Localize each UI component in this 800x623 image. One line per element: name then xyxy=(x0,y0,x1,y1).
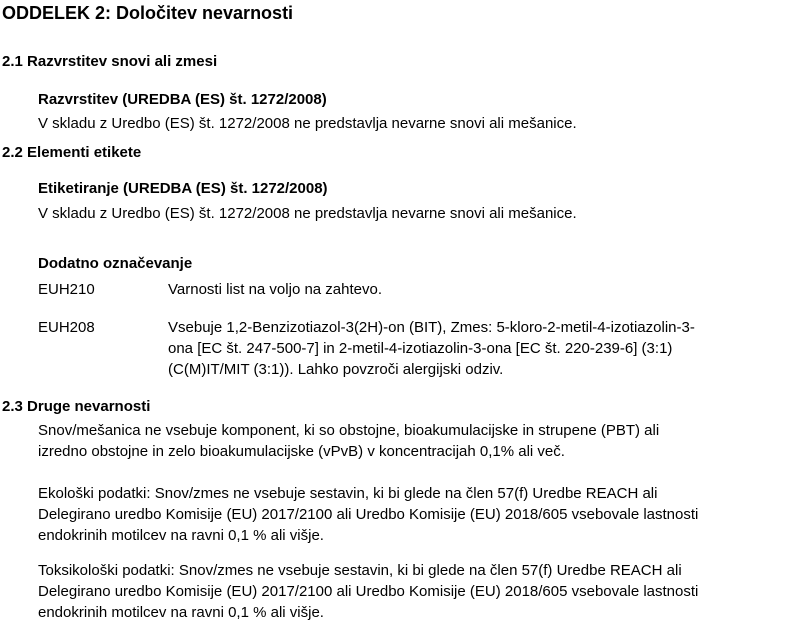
classification-title: Razvrstitev (UREDBA (ES) št. 1272/2008) xyxy=(38,91,327,108)
toxicological-information-paragraph: Toksikološki podatki: Snov/zmes ne vsebuje sestavin, ki bi glede na člen 57(f) Uredbe REACH ali Delegirano uredbo Komisije (EU) 2017/2100 ali Uredbo Komisije (EU) 2018/605 vsebovale lastnosti endokrinih motilcev na ravni 0,1 % ali višje. xyxy=(38,562,699,621)
supplemental-labelling-title: Dodatno označevanje xyxy=(38,255,193,272)
hazard-statement-text: Vsebuje 1,2-Benzizotiazol-3(2H)-on (BIT), Zmes: 5-kloro-2-metil-4-izotiazolin-3- ona [EC št. 247-500-7] in 2-metil-4-izotiazolin-3-ona [EC št. 220-239-6] (3:1) (C(M)IT/MIT (3:1)). Lahko povzroči alergijski odziv. xyxy=(168,319,695,378)
subsection-heading-2-2: 2.2 Elementi etikete xyxy=(2,144,142,161)
ecological-information-paragraph: Ekološki podatki: Snov/zmes ne vsebuje sestavin, ki bi glede na člen 57(f) Uredbe REACH ali Delegirano uredbo Komisije (EU) 2017/2100 ali Uredbo Komisije (EU) 2018/605 vsebovale lastnosti endokrinih motilcev na ravni 0,1 % ali višje. xyxy=(38,485,699,544)
classification-text: V skladu z Uredbo (ES) št. 1272/2008 ne predstavlja nevarne snovi ali mešanice. xyxy=(38,115,577,132)
labelling-title: Etiketiranje (UREDBA (ES) št. 1272/2008) xyxy=(38,180,328,197)
section-title: ODDELEK 2: Določitev nevarnosti xyxy=(2,3,294,23)
subsection-heading-2-3: 2.3 Druge nevarnosti xyxy=(2,398,151,415)
subsection-heading-2-1: 2.1 Razvrstitev snovi ali zmesi xyxy=(2,53,218,70)
hazard-statement-code: EUH210 xyxy=(38,281,95,298)
other-hazards-paragraph: Snov/mešanica ne vsebuje komponent, ki so obstojne, bioakumulacijske in strupene (PBT) ali izredno obstojne in zelo bioakumulacijske (vPvB) v koncentracijah 0,1% ali več. xyxy=(38,422,660,460)
hazard-statement-code: EUH208 xyxy=(38,319,95,336)
hazard-statement-text: Varnosti list na voljo na zahtevo. xyxy=(168,281,383,298)
labelling-text: V skladu z Uredbo (ES) št. 1272/2008 ne predstavlja nevarne snovi ali mešanice. xyxy=(38,205,577,222)
